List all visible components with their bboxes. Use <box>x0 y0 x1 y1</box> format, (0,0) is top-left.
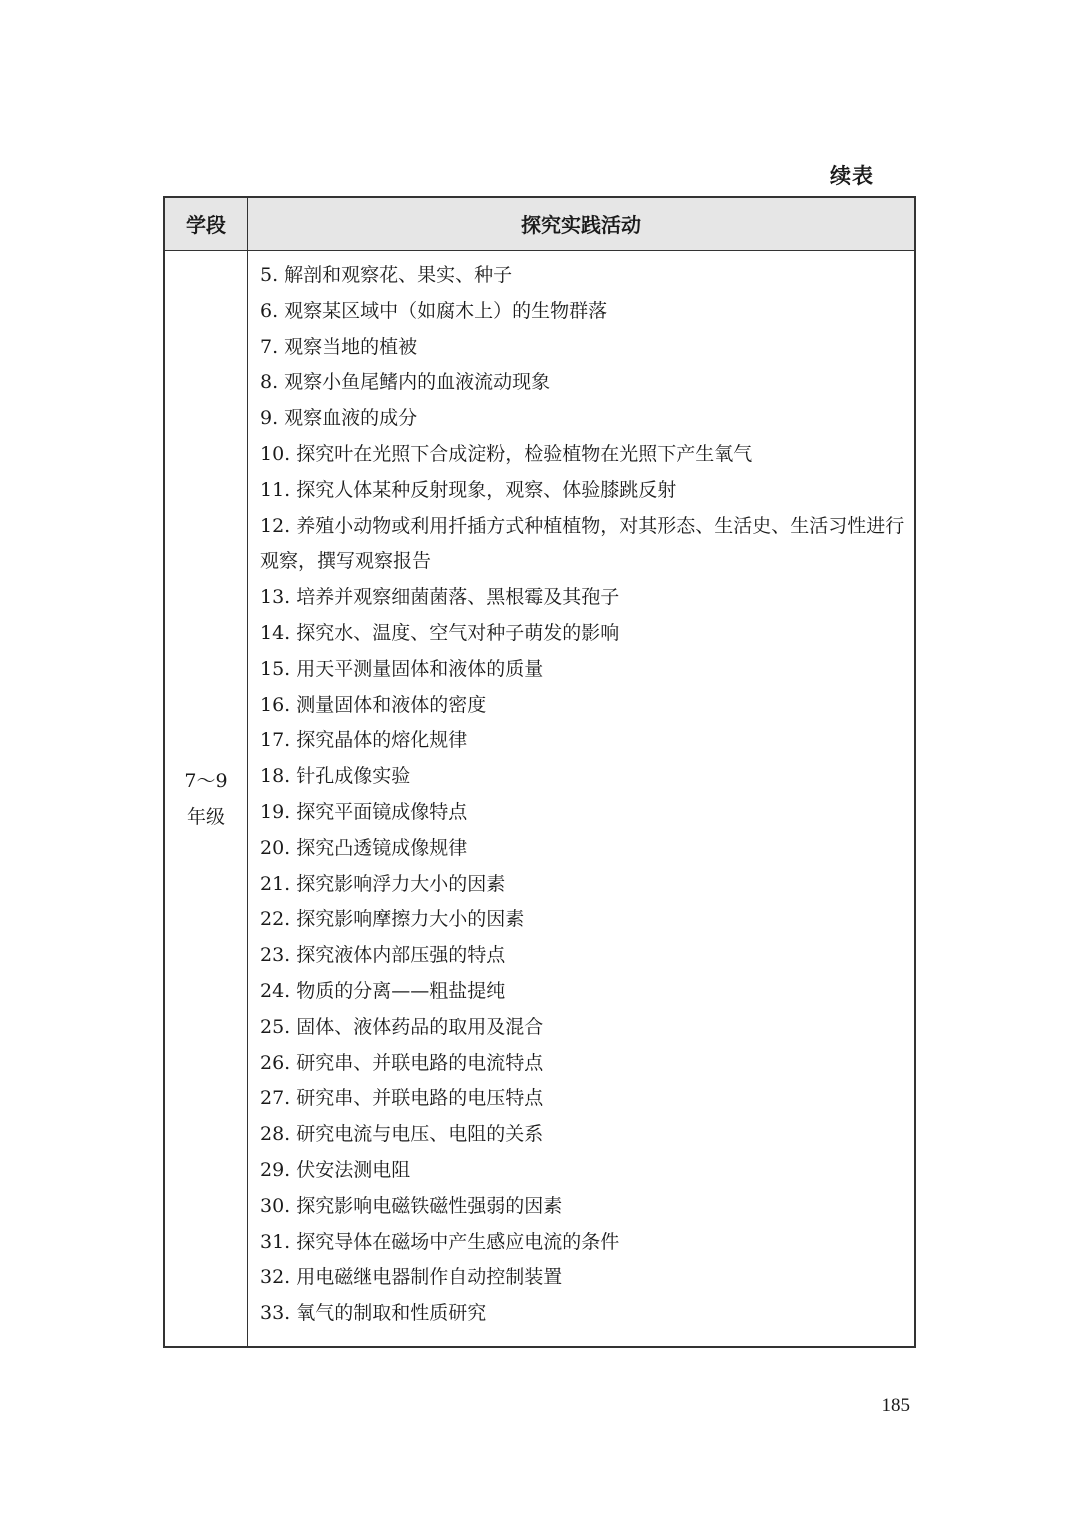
column-divider <box>247 198 248 1346</box>
activity-item: 33. 氧气的制取和性质研究 <box>260 1302 487 1325</box>
activity-item: 31. 探究导体在磁场中产生感应电流的条件 <box>260 1230 620 1253</box>
activity-item: 19. 探究平面镜成像特点 <box>260 800 468 823</box>
activity-item: 24. 物质的分离——粗盐提纯 <box>260 979 506 1002</box>
activity-item: 5. 解剖和观察花、果实、种子 <box>260 264 513 286</box>
stage-cell <box>165 251 247 1346</box>
activity-item: 14. 探究水、温度、空气对种子萌发的影响 <box>260 621 620 644</box>
activity-item: 22. 探究影响摩擦力大小的因素 <box>260 908 525 931</box>
activity-item: 20. 探究凸透镜成像规律 <box>260 836 468 859</box>
activity-item: 26. 研究串、并联电路的电流特点 <box>260 1051 544 1074</box>
activity-item: 27. 研究串、并联电路的电压特点 <box>260 1087 544 1110</box>
activity-item: 9. 观察血液的成分 <box>260 407 418 430</box>
activity-item: 32. 用电磁继电器制作自动控制装置 <box>260 1266 563 1289</box>
activity-item: 28. 研究电流与电压、电阻的关系 <box>260 1123 544 1146</box>
page-number: 185 <box>881 1395 910 1416</box>
activity-item: 16. 测量固体和液体的密度 <box>260 693 487 716</box>
continue-label: 续表 <box>830 164 874 188</box>
activity-item: 18. 针孔成像实验 <box>260 765 411 788</box>
activity-item: 23. 探究液体内部压强的特点 <box>260 944 506 967</box>
activity-list <box>260 258 906 1332</box>
activity-item: 8. 观察小鱼尾鳍内的血液流动现象 <box>260 371 551 394</box>
header-stage: 学段 <box>186 213 226 237</box>
activity-item: 11. 探究人体某种反射现象，观察、体验膝跳反射 <box>260 478 677 501</box>
activity-item: 17. 探究晶体的熔化规律 <box>260 729 468 752</box>
activity-item: 29. 伏安法测电阻 <box>260 1158 411 1181</box>
activity-item: 6. 观察某区域中（如腐木上）的生物群落 <box>260 299 608 322</box>
activity-item: 7. 观察当地的植被 <box>260 335 418 358</box>
stage-grade-label: 年级 <box>186 805 225 828</box>
activities-table <box>163 196 916 1348</box>
activity-item: 12. 养殖小动物或利用扦插方式种植植物，对其形态、生活史、生活习性进行观察，撰写观察报告 <box>260 514 905 573</box>
stage-grade-range: 7～9 <box>184 769 228 792</box>
table-header-row <box>165 198 914 251</box>
header-activity: 探究实践活动 <box>521 213 641 237</box>
activity-item: 30. 探究影响电磁铁磁性强弱的因素 <box>260 1194 563 1217</box>
activity-item: 15. 用天平测量固体和液体的质量 <box>260 657 544 680</box>
activity-item: 10. 探究叶在光照下合成淀粉，检验植物在光照下产生氧气 <box>260 442 753 465</box>
activity-cell <box>260 258 906 1332</box>
activity-item: 21. 探究影响浮力大小的因素 <box>260 872 506 895</box>
activity-item: 13. 培养并观察细菌菌落、黑根霉及其孢子 <box>260 586 620 609</box>
activity-item: 25. 固体、液体药品的取用及混合 <box>260 1015 544 1038</box>
